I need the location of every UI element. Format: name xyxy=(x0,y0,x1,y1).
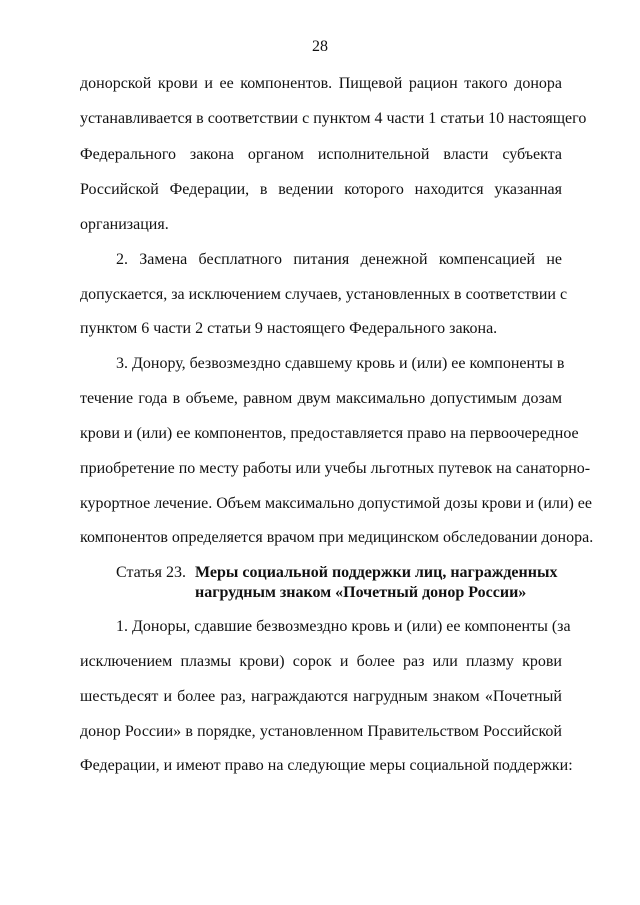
paragraph-4-line-1: 1. Доноры, сдавшие безвозмездно кровь и (или) ее компоненты (за xyxy=(116,618,571,635)
paragraph-4-line-5: Федерации, и имеют право на следующие меры социальной поддержки: xyxy=(80,757,573,774)
paragraph-3-line-3: крови и (или) ее компонентов, предоставляется право на первоочередное xyxy=(80,425,579,442)
paragraph-2-line-2: допускается, за исключением случаев, установленных в соответствии с xyxy=(80,286,568,303)
paragraph-3-line-4: приобретение по месту работы или учебы льготных путевок на санаторно- xyxy=(80,460,591,477)
article-title-line-1: Меры социальной поддержки лиц, награжденных xyxy=(195,564,558,581)
paragraph-3-line-1: 3. Донору, безвозмездно сдавшему кровь и (или) ее компоненты в xyxy=(116,355,565,372)
paragraph-1-line-4: Российской Федерации, в ведении которого находится указанная xyxy=(80,181,562,198)
paragraph-1-line-3: Федерального закона органом исполнительной власти субъекта xyxy=(80,146,562,163)
page-number: 28 xyxy=(312,38,328,55)
paragraph-1-line-2: устанавливается в соответствии с пунктом 4 части 1 статьи 10 настоящего xyxy=(80,110,587,127)
paragraph-3-line-6: компонентов определяется врачом при медицинском обследовании донора. xyxy=(80,529,594,546)
paragraph-1-line-1: донорской крови и ее компонентов. Пищевой рацион такого донора xyxy=(80,75,562,92)
article-title-line-2: нагрудным знаком «Почетный донор России» xyxy=(195,584,527,601)
paragraph-2-line-1: 2. Замена бесплатного питания денежной компенсацией не xyxy=(116,251,562,268)
paragraph-3-line-5: курортное лечение. Объем максимально допустимой дозы крови и (или) ее xyxy=(80,495,592,512)
paragraph-3-line-2: течение года в объеме, равном двум максимально допустимым дозам xyxy=(80,390,562,407)
paragraph-4-line-3: шестьдесят и более раз, награждаются нагрудным знаком «Почетный xyxy=(80,688,562,705)
article-title xyxy=(195,563,558,603)
paragraph-4-line-2: исключением плазмы крови) сорок и более раз или плазму крови xyxy=(80,653,562,670)
paragraph-2-line-3: пунктом 6 части 2 статьи 9 настоящего Федерального закона. xyxy=(80,320,498,337)
article-label: Статья 23. xyxy=(116,564,186,581)
paragraph-1-line-5: организация. xyxy=(80,216,169,233)
paragraph-4-line-4: донор России» в порядке, установленном Правительством Российской xyxy=(80,723,562,740)
